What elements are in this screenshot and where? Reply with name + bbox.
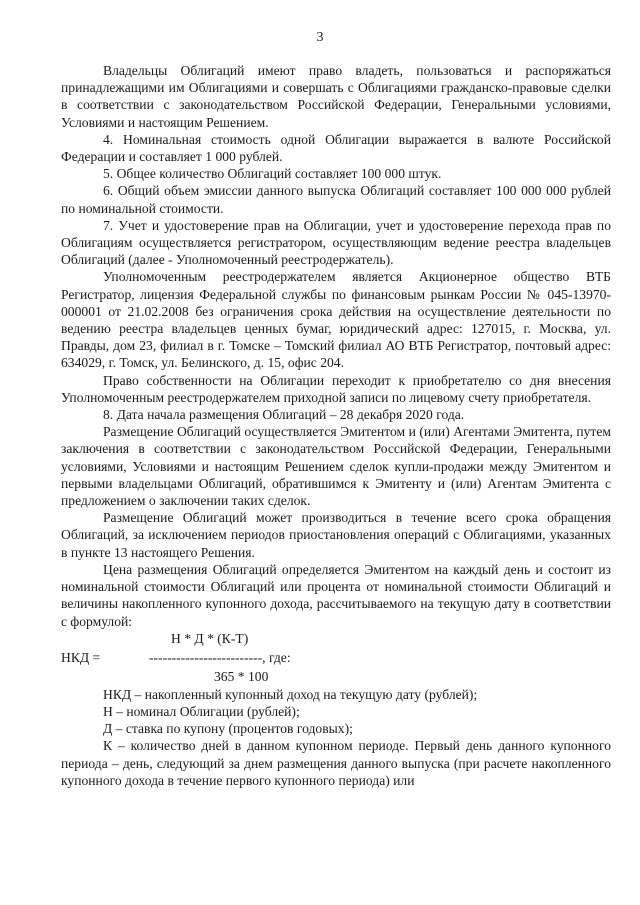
paragraph-placement-price: Цена размещения Облигаций определяется Эмитентом на каждый день и состоит из номинальной стоимости Облигаций или процента от номинальной стоимости Облигаций и величины накопленного купонного дохода, рассчитываемого на текущую дату в соответствии с формулой: xyxy=(61,561,611,629)
definition-d: Д – ставка по купону (процентов годовых); xyxy=(103,721,353,737)
paragraph-issue-volume: 6. Общий объем эмиссии данного выпуска Облигаций составляет 100 000 000 рублей по номинальной стоимости. xyxy=(61,183,611,216)
formula-denominator: 365 * 100 xyxy=(214,668,269,684)
document-body xyxy=(61,62,611,789)
formula-numerator: Н * Д * (К-Т) xyxy=(171,630,249,646)
paragraph-nominal-value: 4. Номинальная стоимость одной Облигации выражается в валюте Российской Федерации и составляет 1 000 рублей. xyxy=(61,131,611,165)
paragraph-total-quantity: 5. Общее количество Облигаций составляет 100 000 штук. xyxy=(103,166,442,182)
paragraph-registrar: Уполномоченным реестродержателем является Акционерное общество ВТБ Регистратор, лицензия Федеральной службы по финансовым рынкам России № 045-13970-000001 от 21.02.2008 без ограничения срока действия на осуществление деятельности по ведению реестра владельцев ценных бумаг, юридический адрес: 127015, г. Москва, ул. Правды, дом 23, филиал в г. Томске – Томский филиал АО ВТБ Регистратор, почтовый адрес: 634029, г. Томск, ул. Белинского, д. 15, офис 204. xyxy=(61,269,611,371)
accrued-coupon-formula xyxy=(61,630,611,686)
formula-lhs: НКД = xyxy=(61,649,101,665)
paragraph-placement-method: Размещение Облигаций осуществляется Эмитентом и (или) Агентами Эмитента, путем заключения в соответствии с законодательством Российской Федерации, Генеральными условиями, Условиями и настоящим Решением сделок купли-продажи между Эмитентом и первыми владельцами Облигаций, обратившимся к Эмитенту и (или) Агентам Эмитента с предложением о заключении таких сделок. xyxy=(61,424,611,509)
paragraph-owners-rights: Владельцы Облигаций имеют право владеть, пользоваться и распоряжаться принадлежащими им Облигациями и совершать с Облигациями гражданско-правовые сделки в соответствии с законодательством Российской Федерации, Генеральными условиями, Условиями и настоящим Решением. xyxy=(61,63,611,130)
paragraph-placement-date: 8. Дата начала размещения Облигаций – 28 декабря 2020 года. xyxy=(103,407,465,423)
paragraph-rights-accounting: 7. Учет и удостоверение прав на Облигации, учет и удостоверение перехода прав по Облигациям осуществляется регистратором, осуществляющим ведение реестра владельцев Облигаций (далее - Уполномоченный реестродержатель). xyxy=(61,217,611,268)
paragraph-placement-period: Размещение Облигаций может производиться в течение всего срока обращения Облигаций, за исключением периодов приостановления операций с Облигациями, указанных в пункте 13 настоящего Решения. xyxy=(61,510,611,560)
definition-nkd: НКД – накопленный купонный доход на текущую дату (рублей); xyxy=(103,686,478,702)
definition-n: Н – номинал Облигации (рублей); xyxy=(103,703,300,719)
page-number: 3 xyxy=(316,30,324,45)
paragraph-ownership-transfer: Право собственности на Облигации переходит к приобретателю со дня внесения Уполномоченным реестродержателем приходной записи по лицевому счету приобретателя. xyxy=(61,372,611,405)
formula-fraction-line: -------------------------, где: xyxy=(149,649,291,665)
definition-k: К – количество дней в данном купонном периоде. Первый день данного купонного периода – день, следующий за днем размещения данного выпуска (при расчете накопленного купонного дохода в течение первого купонного периода) или xyxy=(61,738,611,788)
